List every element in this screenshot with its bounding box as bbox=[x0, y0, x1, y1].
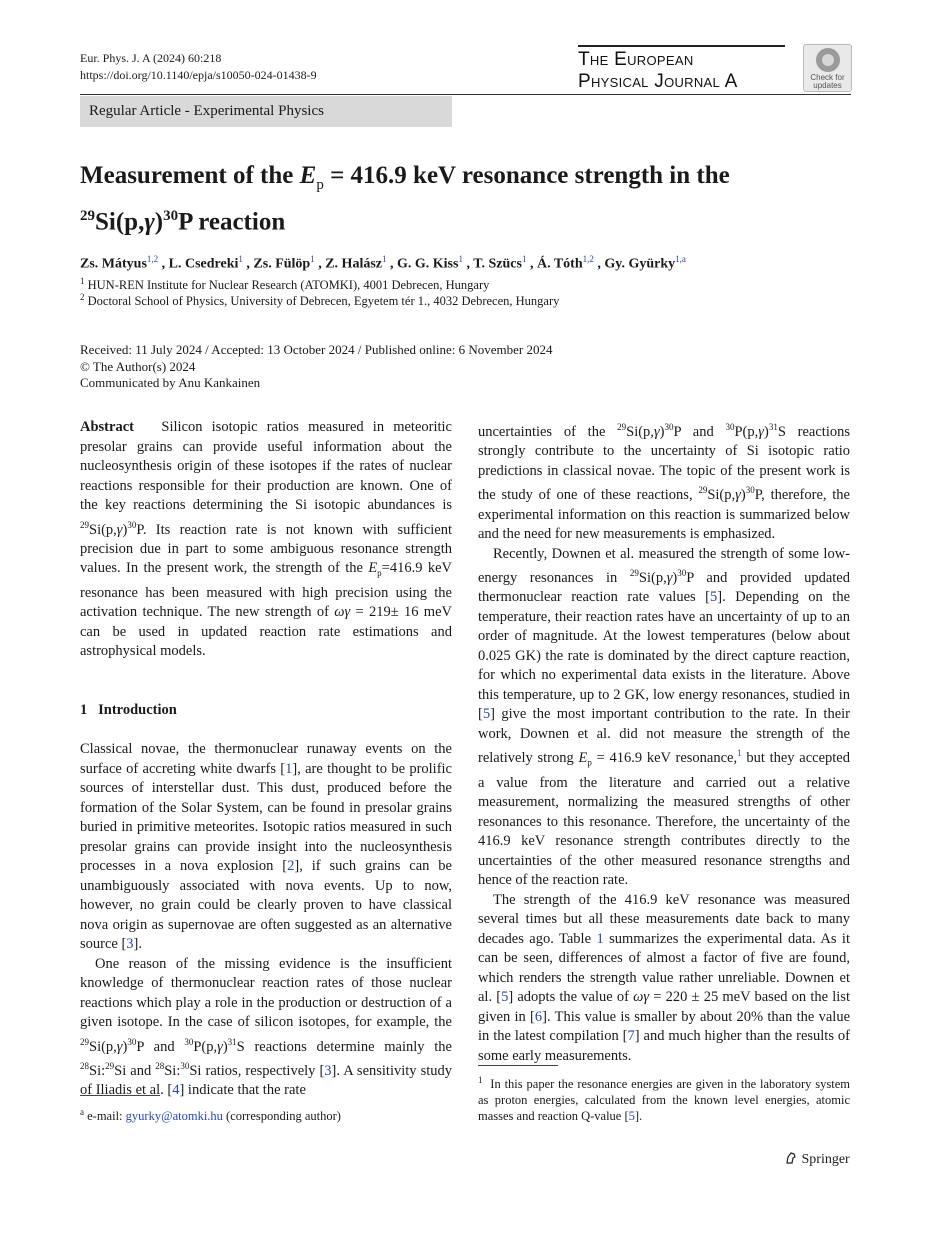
author-name[interactable]: Á. Tóth bbox=[536, 256, 583, 272]
section-heading-introduction: 1 Introduction bbox=[80, 701, 177, 718]
right-paragraph-2: Recently, Downen et al. measured the strength of some low-energy resonances in $^{29}Si(p,\gamma)^{30}P$ and provided updated thermonuclear reaction rate values [5]. Depending on the temperature, their reaction rates have an uncertainty of up to an order of magnitude. At the lowest temperatures (below about 0.025 GK) the rate is dominated by the direct capture reaction, for which no experimental data exists in the literature. Above this temperature, up to 2 GK, low energy resonances, studied in [5] give the most important contribution to the rate. In their work, Downen et al. did not measure the strength of the relatively strong $E_p = 416.9$ keV resonance,$^1$ but they accepted a value from the literature and carried out a relative measurement, normalizing the measured strengths of other resonances to this resonance. Therefore, the uncertainty of the 416.9 keV resonance strength contributes directly to the uncertainties of the other measured resonance strengths and hence of the reaction rate. bbox=[478, 545, 851, 889]
citation-link[interactable]: 5 bbox=[482, 706, 491, 723]
citation-link[interactable]: 4 bbox=[172, 1082, 180, 1099]
citation-link[interactable]: 5 bbox=[501, 989, 509, 1006]
footnote-corresponding: $^a$ e-mail: gyurky@atomki.hu (corresponding author) bbox=[80, 1107, 341, 1124]
left-column bbox=[80, 418, 452, 1101]
right-paragraph-1: uncertainties of the $^{29}Si(p,\gamma)^{30}P$ and $^{30}P(p,\gamma)^{31}S$ reactions strongly contribute to the uncertainty of Si isotopic ratio predictions in classical novae. The topic of the present work is the study of one of these reactions, $^{29}Si(p,\gamma)^{30}P$, therefore, the experimental information on this reaction is summarized below and the need for new measurements is emphasized. bbox=[478, 422, 850, 543]
check-label-1: Check for bbox=[810, 73, 845, 82]
author-name[interactable]: G. G. Kiss bbox=[397, 256, 459, 272]
right-paragraph-3: The strength of the 416.9 keV resonance was measured several times but all these measurements date back to many decades ago. Table 1 summarizes the experimental data. As it can be seen, differences of almost a factor of five are found, which renders the strength value rather unreliable. Downen et al. [5] adopts the value of ωγ = 220 ± 25 meV based on the list given in [6]. This value is smaller by about 20% than the value in the latest compilation [7] and much higher than the results of some early measurements. bbox=[478, 891, 851, 1064]
doi-link[interactable]: https://doi.org/10.1140/epja/s10050-024-01438-9 bbox=[80, 68, 317, 82]
citation-link[interactable]: 2 bbox=[287, 858, 295, 875]
springer-horse-icon bbox=[784, 1151, 798, 1165]
journal-title bbox=[578, 45, 785, 93]
citation-link[interactable]: 6 bbox=[534, 1008, 543, 1025]
citation-link[interactable]: 5 bbox=[710, 589, 718, 606]
author-name[interactable]: T. Szücs bbox=[473, 256, 522, 272]
footnote-1: $^1$ In this paper the resonance energies are given in the laboratory system as proton energies, calculated from the known level energies, atomic masses and reaction Q-value [5]. bbox=[478, 1075, 851, 1124]
header-rule bbox=[80, 94, 851, 95]
affiliation: $^2$ Doctoral School of Physics, University of Debrecen, Egyetem tér 1., 4032 Debrecen, Hungary bbox=[80, 292, 560, 309]
publication-dates: Received: 11 July 2024 / Accepted: 13 October 2024 / Published online: 6 November 2024 © The Author(s) 2024 Communicated by Anu Kankainen bbox=[80, 342, 553, 390]
author-name[interactable]: Zs. Mátyus bbox=[80, 256, 147, 272]
intro-paragraph-1: Classical novae, the thermonuclear runaway events on the surface of accreting white dwarfs [1], are thought to be prolific sources of interstellar dust. This dust, produced before the formation of the Solar System, can be found in presolar grains buried in primitive meteorites. Isotopic ratios measured in such presolar grains can provide insight into the nucleosynthesis processes in a nova explosion [2], if such grains can be unambiguously associated with nova events. Up to now, however, no grain could be clearly proven to have classical nova origin as supernovae are often suggested as an alternative source [3]. bbox=[80, 741, 452, 953]
author-name[interactable]: Gy. Gyürky bbox=[604, 256, 676, 272]
check-for-updates-button[interactable] bbox=[803, 44, 852, 92]
journal-title-line2: Physical Journal A bbox=[578, 71, 738, 92]
journal-title-line1: The European bbox=[578, 49, 694, 70]
footnote-rule bbox=[478, 1065, 558, 1066]
author-name[interactable]: L. Csedreki bbox=[168, 256, 239, 272]
abstract: Abstract Silicon isotopic ratios measured in meteoritic presolar grains can provide useful information about the nucleosynthesis origin of these isotopes if the rates of nuclear reactions responsible for their production are known. One of the key reactions determining the Si isotopic abundances is $^{29}Si(p,\gamma)^{30}P$. Its reaction rate is not known with sufficient precision due in part to some ambiguous resonance strength values. In the present work, the strength of the $E_p=416.9$ keV resonance has been measured with high precision using the activation technique. The new strength of ωγ = 219± 16 meV can be used in updated reaction rate estimations and astrophysical models. bbox=[80, 419, 453, 660]
footnote-link[interactable]: 1 bbox=[737, 748, 742, 759]
table-link[interactable]: 1 bbox=[596, 930, 604, 947]
citation-link[interactable]: 5 bbox=[628, 1109, 635, 1124]
email-link[interactable]: gyurky@atomki.hu bbox=[125, 1109, 223, 1124]
right-column bbox=[478, 418, 850, 1066]
citation-link[interactable]: 7 bbox=[627, 1028, 635, 1045]
author-list: Zs. Mátyus$^{1,2}$ , L. Csedreki$^1$ , Zs. Fülöp$^1$ , Z. Halász$^1$ , G. G. Kiss$^1$ , T. Szücs$^1$ , Á. Tóth$^{1,2}$ , Gy. Gyürky$^{1,a}$ bbox=[80, 254, 686, 272]
check-label-2: updates bbox=[813, 81, 842, 90]
footnote-rule bbox=[80, 1095, 160, 1096]
citation: Eur. Phys. J. A (2024) 60:218 bbox=[80, 51, 222, 65]
affiliation: $^1$ HUN-REN Institute for Nuclear Research (ATOMKI), 4001 Debrecen, Hungary bbox=[80, 276, 490, 293]
publisher-name: Springer bbox=[801, 1152, 850, 1167]
citation-link[interactable]: 1 bbox=[285, 760, 293, 777]
publisher-logo bbox=[784, 1151, 850, 1168]
author-name[interactable]: Z. Halász bbox=[325, 256, 382, 272]
check-updates-icon bbox=[816, 48, 840, 72]
article-type-banner: Regular Article - Experimental Physics bbox=[80, 96, 452, 127]
citation-link[interactable]: 3 bbox=[126, 936, 134, 953]
author-name[interactable]: Zs. Fülöp bbox=[253, 256, 311, 272]
citation-link[interactable]: 3 bbox=[324, 1062, 332, 1079]
article-title: Measurement of the $E_p = 416.9$ keV resonance strength in the $^{29}Si(p,\gamma)^{30}P$ reaction bbox=[80, 162, 730, 236]
intro-paragraph-2: One reason of the missing evidence is the insufficient knowledge of thermonuclear reaction rates of those nuclear reactions which play a role in the production or destruction of a given isotope. In the case of silicon isotopes, for example, the $^{29}Si(p,\gamma)^{30}P$ and $^{30}P(p,\gamma)^{31}S$ reactions determine mainly the $^{28}$Si:$^{29}$Si and $^{28}$Si:$^{30}$Si ratios, respectively [3]. A sensitivity study of Iliadis et al. [4] indicate that the rate bbox=[80, 955, 452, 1099]
